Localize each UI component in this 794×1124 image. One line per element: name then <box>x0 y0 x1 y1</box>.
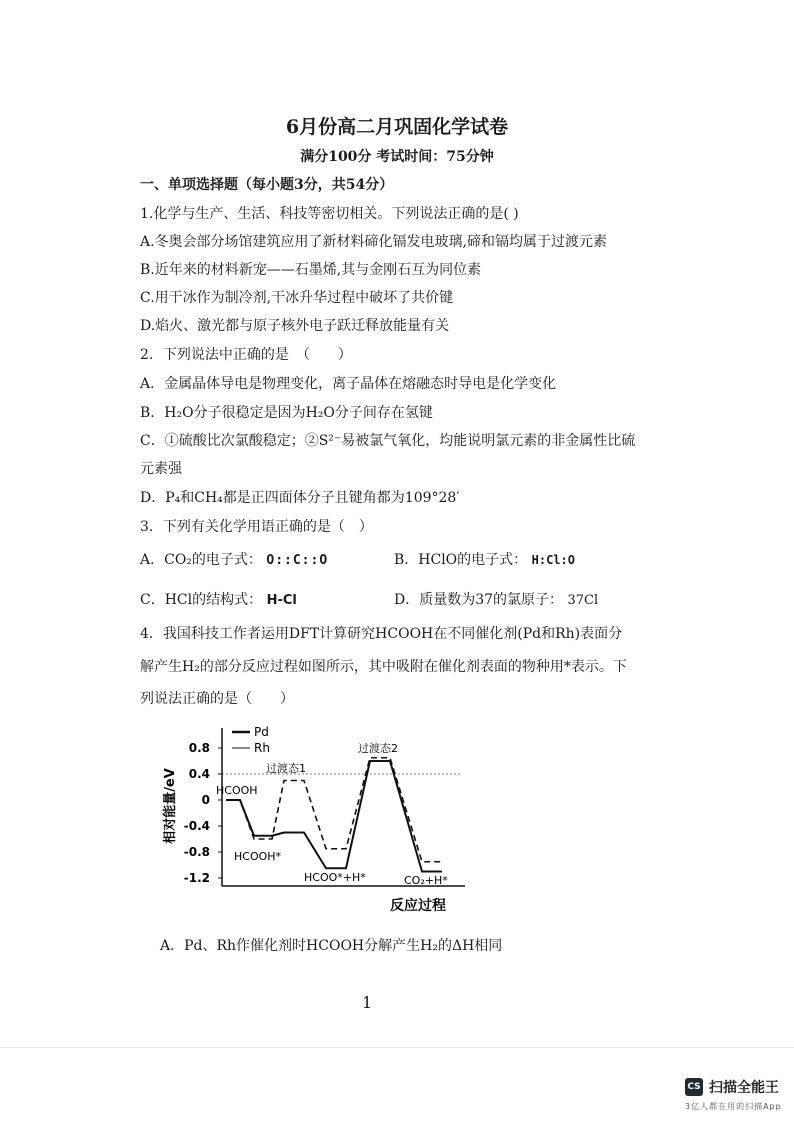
q3-stem: 3．下列有关化学用语正确的是（ ） <box>140 519 373 535</box>
q1-stem: 1.化学与生产、生活、科技等密切相关。下列说法正确的是( ) <box>140 206 519 222</box>
annotation-co2-h: CO₂+H* <box>404 874 448 887</box>
q4-line-2: 解产生H₂的部分反应过程如图所示，其中吸附在催化剂表面的物种用*表示。下 <box>140 659 627 675</box>
annotation-hcooh-ads: HCOOH* <box>234 850 282 863</box>
series-rh <box>226 758 442 862</box>
page-subtitle: 满分100分 考试时间：75分钟 <box>300 149 494 165</box>
q1-option-c: C.用干冰作为制冷剂,干冰升华过程中破坏了共价键 <box>140 290 454 306</box>
annotation-ts1: 过渡态1 <box>266 762 306 775</box>
q4-line-1: 4．我国科技工作者运用DFT计算研究HCOOH在不同催化剂(Pd和Rh)表面分 <box>140 626 623 642</box>
y-tick-label: 0.8 <box>188 741 210 755</box>
y-tick-label: 0 <box>201 793 210 807</box>
brand-tagline: 3亿人都在用的扫描App <box>685 1102 782 1111</box>
x-axis-label: 反应过程 <box>390 898 446 914</box>
y-tick-label: 0.4 <box>188 767 210 781</box>
energy-profile-chart <box>160 718 480 918</box>
page-title: 6月份高二月巩固化学试卷 <box>285 116 509 138</box>
q2-option-c: C．①硫酸比次氯酸稳定；②S²⁻易被氯气氧化，均能说明氯元素的非金属性比硫 <box>140 433 636 449</box>
annotation-ts2: 过渡态2 <box>358 742 398 755</box>
q2-stem: 2．下列说法中正确的是 （ ） <box>140 347 352 363</box>
hclo-electron-formula: H:Cl:O <box>531 553 575 567</box>
q2-option-c-cont: 元素强 <box>140 461 182 477</box>
legend-pd-label: Pd <box>254 725 269 739</box>
hcl-structural-formula: H-Cl <box>266 593 297 608</box>
q2-option-d: D．P₄和CH₄都是正四面体分子且键角都为109°28′ <box>140 490 460 506</box>
camscanner-logo-icon: CS <box>685 1078 703 1096</box>
q3-option-c <box>140 589 297 609</box>
q2-option-a: A．金属晶体导电是物理变化，离子晶体在熔融态时导电是化学变化 <box>140 376 557 392</box>
energy-chart-svg <box>160 718 480 918</box>
camscanner-brand <box>685 1077 779 1097</box>
q4-line-3: 列说法正确的是（ ） <box>140 691 294 707</box>
y-axis-label: 相对能量/eV <box>163 768 178 844</box>
brand-name: 扫描全能王 <box>709 1080 779 1096</box>
q3-option-d-label: D．质量数为37的氯原子： <box>394 592 564 608</box>
q1-option-d: D.焰火、激光都与原子核外电子跃迁释放能量有关 <box>140 318 450 334</box>
q2-option-b: B．H₂O分子很稳定是因为H₂O分子间存在氢键 <box>140 405 433 421</box>
footer-divider <box>0 1047 794 1048</box>
q3-option-d <box>394 589 598 609</box>
q3-option-b-label: B．HClO的电子式： <box>394 552 528 568</box>
annotation-hcooh: HCOOH <box>216 784 258 797</box>
q3-option-a <box>140 549 328 569</box>
q3-option-c-label: C．HCl的结构式： <box>140 592 263 608</box>
y-tick-label: -0.8 <box>183 845 210 859</box>
q1-option-b: B.近年来的材料新宠——石墨烯,其与金刚石互为同位素 <box>140 262 482 278</box>
y-tick-label: -1.2 <box>183 871 210 885</box>
q3-option-b <box>394 549 575 569</box>
page-number: 1 <box>362 993 373 1012</box>
q3-option-a-label: A．CO₂的电子式： <box>140 552 262 568</box>
q1-option-a: A.冬奥会部分场馆建筑应用了新材料碲化镉发电玻璃,碲和镉均属于过渡元素 <box>140 234 608 250</box>
co2-electron-formula: O::C::O <box>266 553 329 568</box>
legend-rh-label: Rh <box>254 741 270 755</box>
y-tick-label: -0.4 <box>183 819 210 833</box>
annotation-hcoo-h: HCOO*+H* <box>304 871 366 884</box>
section-heading: 一、单项选择题（每小题3分，共54分） <box>140 177 394 193</box>
chlorine-37-symbol: 37Cl <box>567 593 599 608</box>
q4-option-a: A．Pd、Rh作催化剂时HCOOH分解产生H₂的ΔH相同 <box>160 938 503 954</box>
